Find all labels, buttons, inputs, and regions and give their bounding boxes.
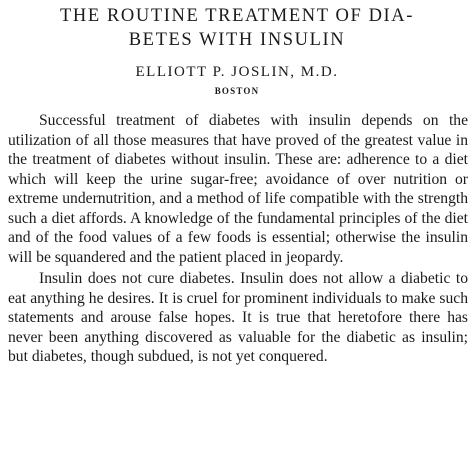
- title-line-2: BETES WITH INSULIN: [128, 30, 346, 50]
- author-name: ELLIOTT P. JOSLIN, M.D.: [135, 64, 339, 80]
- author-location: BOSTON: [214, 86, 260, 96]
- paragraph-1: Successful treatment of diabetes with insulin depends on the utilization of all those measures that have proved of the greatest value in the treatment of diabetes without insulin. These are: adherence to a diet which will keep the urine sugar-free; avoidance of over nutrition or extreme undernutrition, and a method of life compatible with the strength such a diet affords. A knowledge of the fundamental principles of the diet and of the food values of a few foods is essential; otherwise the insulin will be squandered and the patient placed in jeopardy.: [8, 112, 468, 266]
- paragraph-2: Insulin does not cure diabetes. Insulin does not allow a diabetic to eat anything he desires. It is cruel for prominent individuals to make such statements and arouse false hopes. It is true that heretofore there has never been anything discovered as valuable for the diabetic as insulin; but diabetes, though subdued, is not yet conquered.: [8, 270, 468, 365]
- article-title: [0, 0, 474, 52]
- article-body: [8, 111, 468, 367]
- title-line-1: THE ROUTINE TREATMENT OF DIA-: [59, 6, 415, 26]
